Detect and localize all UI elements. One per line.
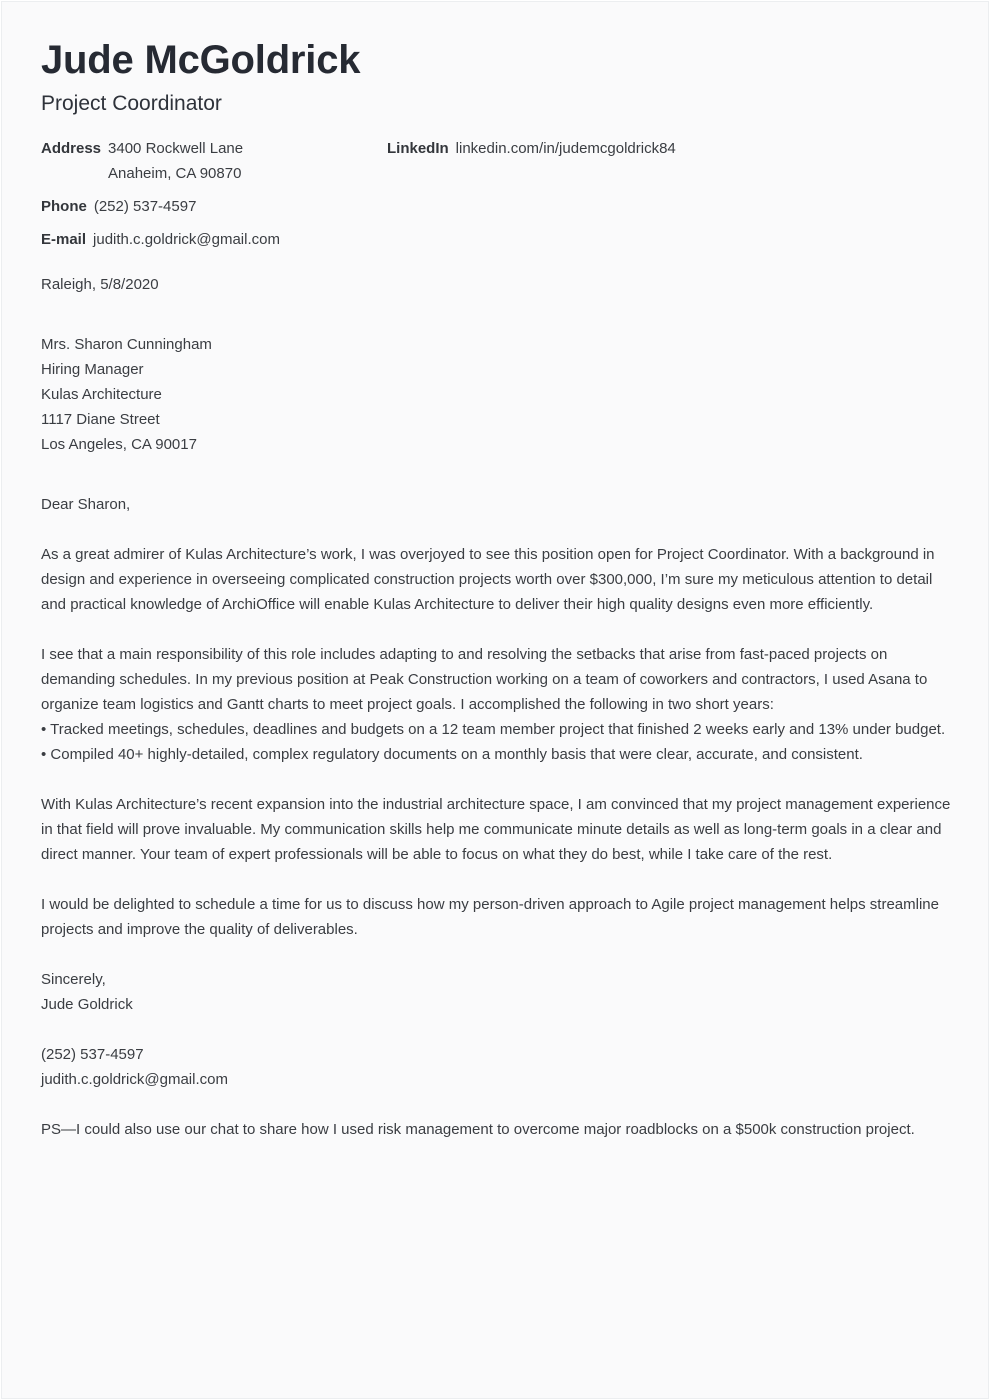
phone-block	[41, 194, 196, 219]
recipient-line: Los Angeles, CA 90017	[41, 436, 197, 453]
paragraph-4: I would be delighted to schedule a time for us to discuss how my person-driven approach to Agile project management helps streamline projects and improve the quality of deliverables.	[41, 896, 939, 938]
linkedin-block	[387, 136, 676, 161]
signature: Jude Goldrick	[41, 996, 133, 1013]
phone-value: (252) 537-4597	[93, 198, 197, 215]
paragraph-2: I see that a main responsibility of this role includes adapting to and resolving the setbacks that arise from fast-paced projects on demanding schedules. In my previous position at Peak Construction working on a team of coworkers and contractors, I used Asana to organize team logistics and Gantt charts to meet project goals. I accomplished the following in two short years:	[41, 646, 928, 713]
salutation: Dear Sharon,	[41, 496, 131, 513]
address-line2: Anaheim, CA 90870	[108, 165, 242, 182]
paragraph-3: With Kulas Architecture’s recent expansion into the industrial architecture space, I am convinced that my project management experience in that field will prove invaluable. My communication skills help me communicate minute details as well as long-term goals in a clear and direct manner. Your team of expert professionals will be able to focus on what they do best, while I take care of the rest.	[41, 796, 951, 863]
address-line1: 3400 Rockwell Lane	[108, 140, 244, 157]
bullet-item: • Compiled 40+ highly-detailed, complex regulatory documents on a monthly basis that were clear, accurate, and consistent.	[41, 746, 863, 763]
address-block	[41, 136, 243, 186]
applicant-name: Jude McGoldrick	[41, 38, 361, 82]
linkedin-label: LinkedIn	[387, 140, 449, 157]
email-block	[41, 227, 280, 252]
signature-email[interactable]: judith.c.goldrick@gmail.com	[41, 1071, 228, 1088]
email-link[interactable]: judith.c.goldrick@gmail.com	[93, 231, 280, 248]
email-label: E-mail	[41, 231, 87, 248]
linkedin-link[interactable]: linkedin.com/in/judemcgoldrick84	[455, 140, 676, 157]
paragraph-1: As a great admirer of Kulas Architecture’s work, I was overjoyed to see this position open for Project Coordinator. With a background in design and experience in overseeing complicated construction projects worth over $300,000, I’m sure my meticulous attention to detail and practical knowledge of ArchiOffice will enable Kulas Architecture to deliver their high quality designs even more efficiently.	[41, 546, 935, 613]
recipient-line: Mrs. Sharon Cunningham	[41, 336, 212, 353]
place-date: Raleigh, 5/8/2020	[41, 276, 159, 293]
bullet-item: • Tracked meetings, schedules, deadlines and budgets on a 12 team member project that finished 2 weeks early and 13% under budget.	[41, 721, 946, 738]
address-label: Address	[41, 140, 102, 157]
recipient-line: 1117 Diane Street	[41, 411, 160, 428]
recipient-line: Kulas Architecture	[41, 386, 162, 403]
applicant-title: Project Coordinator	[41, 92, 222, 115]
signature-phone: (252) 537-4597	[41, 1046, 144, 1063]
letter-body	[41, 272, 956, 1142]
recipient-line: Hiring Manager	[41, 361, 144, 378]
phone-label: Phone	[41, 198, 87, 215]
letter-page	[1, 1, 989, 1399]
closing: Sincerely,	[41, 971, 106, 988]
postscript: PS—I could also use our chat to share how I used risk management to overcome major roadblocks on a $500k construction project.	[41, 1121, 915, 1138]
